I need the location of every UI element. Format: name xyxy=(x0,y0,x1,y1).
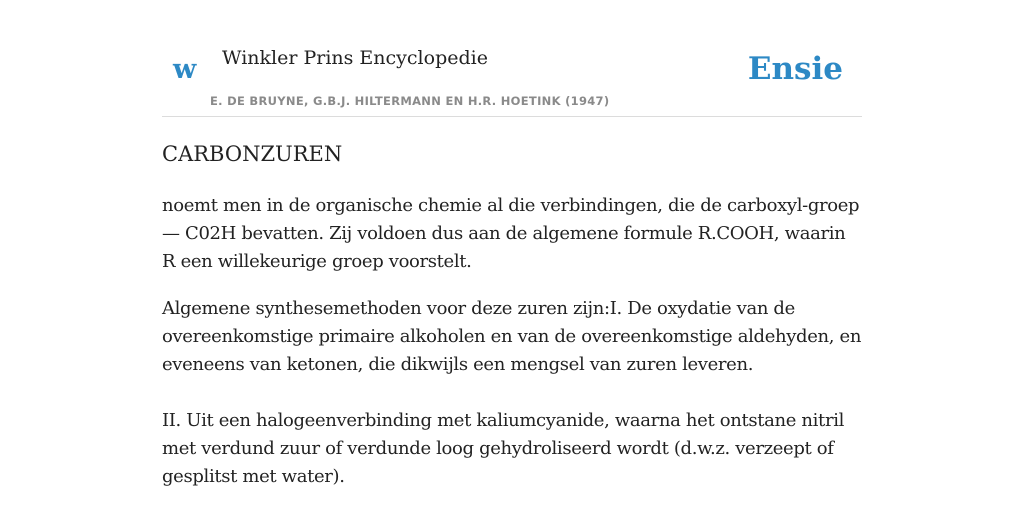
article-paragraph: Algemene synthesemethoden voor deze zuren zijn:I. De oxydatie van de overeenkomstige primaire alkoholen en van de overeenkomstige aldehyden, en eveneens van ketonen, die dikwijls een mengsel van zuren leveren. xyxy=(162,298,862,375)
brand-logo[interactable]: Ensie xyxy=(747,51,843,87)
article-paragraph: II. Uit een halogeenverbinding met kaliumcyanide, waarna het ontstane nitril met verdund zuur of verdunde loog gehydroliseerd wordt (d.w.z. verzeept of gesplitst met water). xyxy=(162,410,845,487)
source-authors: E. DE BRUYNE, G.B.J. HILTERMANN EN H.R. HOETINK (1947) xyxy=(210,94,610,108)
article-paragraph: noemt men in de organische chemie al die verbindingen, die de carboxyl-groep — C02H bevatten. Zij voldoen dus aan de algemene formule R.COOH, waarin R een willekeurige groep voorstelt. xyxy=(162,195,860,272)
source-header xyxy=(162,0,862,117)
article-title: CARBONZUREN xyxy=(162,142,343,166)
source-title[interactable]: Winkler Prins Encyclopedie xyxy=(222,47,488,69)
article-content xyxy=(162,138,862,491)
source-logo-icon[interactable]: w xyxy=(173,54,197,85)
